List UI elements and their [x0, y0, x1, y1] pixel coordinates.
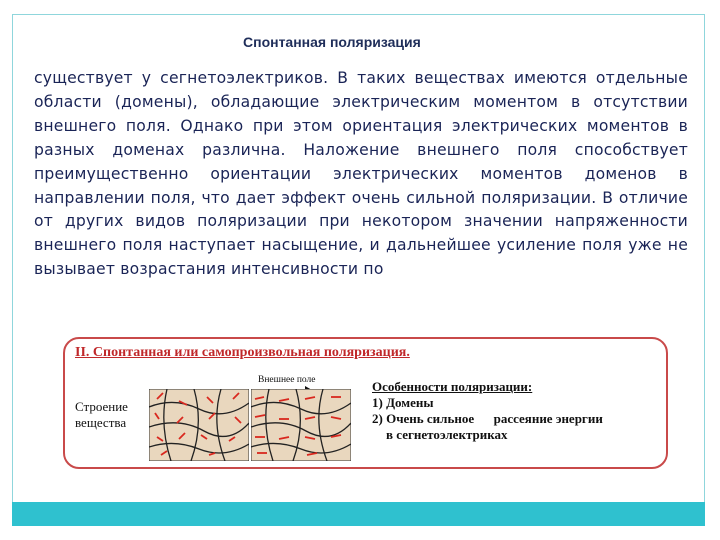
features-heading: Особенности поляризации:: [372, 379, 533, 394]
polarization-figure: [63, 337, 668, 469]
external-field-label: Внешнее поле: [258, 375, 316, 385]
body-text: существует у сегнетоэлектриков. В таких веществах имеются отдельные области (домены), обладающие электрическим моментом в отсутствии внешнего поля. Однако при этом ориентация электрических моментов в разных доменах различна. Наложение внешнего поля способствует преимущественно ориентации электрических моментов доменов в направлении поля, что дает эффект очень сильной поляризации. В отличие от других видов поляризации при некотором значении напряженности внешнего поля наступает насыщение, и дальнейшее усиление поля уже не вызывает возрастания интенсивности по: [34, 69, 688, 279]
figure-heading: II. Спонтанная или самопроизвольная поляризация.: [75, 345, 410, 360]
slide-title: Спонтанная поляризация: [243, 34, 421, 50]
structure-label-line2: вещества: [75, 415, 127, 430]
domains-no-field-illustration: [149, 389, 249, 461]
feature-item-3: в сегнетоэлектриках: [386, 427, 508, 442]
feature-item-1: 1) Домены: [372, 395, 434, 410]
structure-label-line1: Строение: [75, 399, 128, 414]
domains-with-field-illustration: [251, 389, 351, 461]
feature-item-2: 2) Очень сильное рассеяние энергии: [372, 411, 603, 426]
polarization-features: [372, 379, 603, 443]
bottom-accent-bar: [12, 502, 705, 526]
structure-label: [75, 399, 128, 431]
